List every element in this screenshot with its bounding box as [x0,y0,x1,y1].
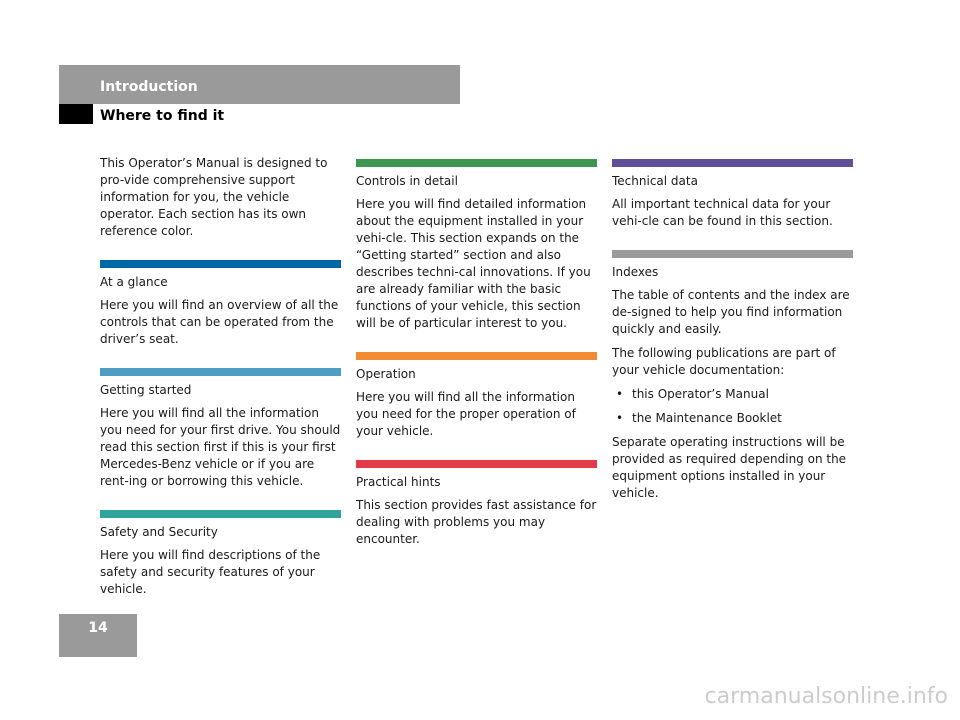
section-operation [356,352,597,440]
color-bar-controls [356,159,597,167]
color-bar-getting-started [100,368,341,376]
column-1 [100,155,341,605]
section-text: Here you will find descriptions of the safety and security features of your vehicle. [100,548,321,596]
list-item-text: the Maintenance Booklet [632,411,782,425]
section-heading: Operation [356,367,416,381]
section-title: Where to find it [100,108,225,124]
section-technical-data [612,159,853,230]
list-item [612,410,853,427]
section-at-a-glance [100,260,341,348]
section-heading: Safety and Security [100,525,218,539]
section-text: Here you will find all the information you need for the proper operation of your vehicle. [356,390,576,438]
list-item-text: this Operator’s Manual [632,387,769,401]
bullet-icon: • [616,387,624,401]
publications-intro: The following publications are part of your vehicle documentation: [612,346,836,377]
column-2 [356,155,597,555]
chapter-title: Introduction [100,79,198,95]
color-bar-indexes [612,250,853,258]
section-heading: At a glance [100,275,168,289]
page-number: 14 [88,620,108,636]
closing-text: Separate operating instructions will be provided as required depending on the equipment options installed in your vehicle. [612,435,847,500]
section-getting-started [100,368,341,490]
color-bar-technical-data [612,159,853,167]
column-3 [612,155,853,509]
section-practical-hints [356,460,597,548]
publications-list [612,386,853,427]
color-bar-practical-hints [356,460,597,468]
section-marker [59,104,93,124]
section-safety [100,510,341,598]
header-band [59,65,460,104]
page-number-box [59,614,137,657]
bullet-icon: • [616,411,624,425]
section-heading: Indexes [612,265,659,279]
section-heading: Technical data [612,174,698,188]
section-text: The table of contents and the index are de-signed to help you find information quickly and easily. [612,288,850,336]
section-indexes [612,250,853,502]
list-item [612,386,853,403]
color-bar-operation [356,352,597,360]
section-text: Here you will find an overview of all the controls that can be operated from the driver’s seat. [100,298,339,346]
section-heading: Controls in detail [356,174,458,188]
color-bar-safety [100,510,341,518]
section-text: Here you will find all the information you need for your first drive. You should read this section first if this is your first Mercedes-Benz vehicle or if you are rent-ing or borrowing this vehicle. [100,406,341,488]
intro-text: This Operator’s Manual is designed to pro-vide comprehensive support information for you, the vehicle operator. Each section has its own reference color. [100,156,328,238]
watermark: carmanualsonline.info [704,684,948,709]
section-heading: Getting started [100,383,192,397]
section-controls [356,159,597,332]
section-heading: Practical hints [356,475,441,489]
section-text: Here you will find detailed information about the equipment installed in your vehi-cle. This section expands on the “Getting started” section and also describes techni-cal innovations. If you are already familiar with the basic functions of your vehicle, this section will be of particular interest to you. [356,197,591,330]
color-bar-at-a-glance [100,260,341,268]
section-text: This section provides fast assistance for dealing with problems you may encounter. [356,498,597,546]
section-text: All important technical data for your vehi-cle can be found in this section. [612,197,833,228]
